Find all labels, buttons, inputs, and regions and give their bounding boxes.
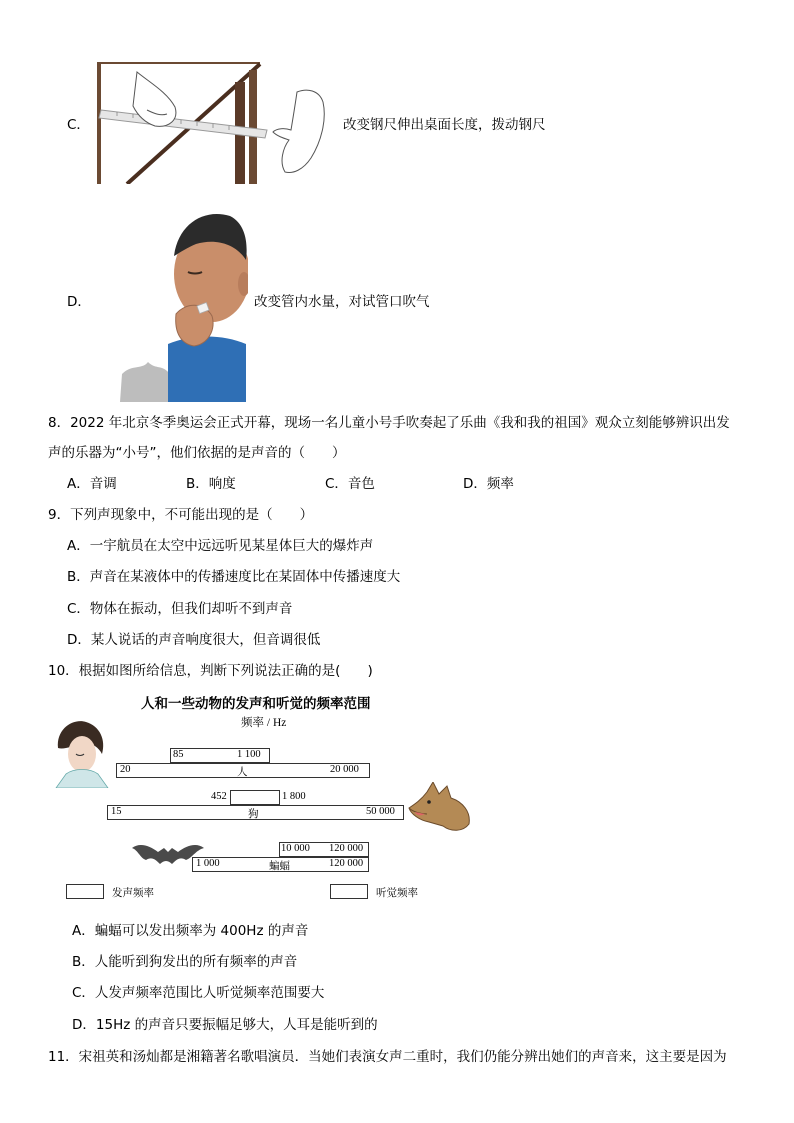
- bat-hear-high: 120 000: [329, 858, 364, 869]
- human-hear-low: 20: [120, 764, 131, 775]
- q8-stem-line1: 8．2022 年北京冬季奥运会正式开幕，现场一名儿童小号手吹奏起了乐曲《我和我的祖国》观众立刻能够辨识出发: [48, 415, 730, 431]
- dog-emit-bar: [230, 790, 280, 805]
- q10-stem: 10．根据如图所给信息，判断下列说法正确的是( ): [48, 663, 373, 679]
- q10-option-a: A．蝙蝠可以发出频率为 400Hz 的声音: [72, 923, 309, 939]
- q9-option-b: B．声音在某液体中的传播速度比在某固体中传播速度大: [67, 569, 401, 585]
- q8-stem-line2: 声的乐器为“小号”，他们依据的是声音的（ ）: [48, 445, 346, 461]
- figure-title: 人和一些动物的发声和听觉的频率范围: [141, 696, 371, 712]
- q8-option-d: D．频率: [463, 476, 514, 492]
- bat-hear-low: 1 000: [196, 858, 220, 869]
- figure-unit: 频率 / Hz: [241, 717, 287, 729]
- q10-option-b: B．人能听到狗发出的所有频率的声音: [72, 954, 298, 970]
- dog-icon: [407, 782, 473, 834]
- dog-emit-high: 1 800: [282, 791, 306, 802]
- bat-emit-high: 120 000: [329, 843, 364, 854]
- legend-emit-swatch: [66, 884, 104, 899]
- dog-hear-low: 15: [111, 806, 122, 817]
- q10-option-c: C．人发声频率范围比人听觉频率范围要大: [72, 985, 325, 1001]
- human-label: 人: [237, 767, 248, 778]
- q11-stem-line1: 11．宋祖英和汤灿都是湘籍著名歌唱演员．当她们表演女声二重时，我们仍能分辨出她们的声音来，这主要是因为: [48, 1049, 727, 1065]
- legend-emit-label: 发声频率: [112, 888, 154, 899]
- option-c-letter: C．: [67, 117, 90, 133]
- ruler-table-illustration: [97, 62, 329, 184]
- q9-option-a: A．一宇航员在太空中远远听见某星体巨大的爆炸声: [67, 538, 374, 554]
- option-d-text: 改变管内水量，对试管口吹气: [254, 294, 430, 310]
- bat-emit-low: 10 000: [281, 843, 310, 854]
- q8-option-a: A．音调: [67, 476, 117, 492]
- bat-label: 蝙蝠: [269, 861, 290, 872]
- boy-blowing-tube-photo: [112, 194, 248, 402]
- q9-stem: 9．下列声现象中，不可能出现的是（ ）: [48, 507, 314, 523]
- option-c-text: 改变钢尺伸出桌面长度，拨动钢尺: [343, 117, 546, 133]
- legend-hear-swatch: [330, 884, 368, 899]
- legend-hear-label: 听觉频率: [376, 888, 418, 899]
- q9-option-d: D．某人说话的声音响度很大，但音调很低: [67, 632, 321, 648]
- option-d-letter: D．: [67, 294, 91, 310]
- human-icon: [52, 718, 110, 788]
- human-emit-high: 1 100: [237, 749, 261, 760]
- q8-option-b: B．响度: [186, 476, 236, 492]
- human-emit-low: 85: [173, 749, 184, 760]
- q8-option-c: C．音色: [325, 476, 375, 492]
- human-hear-high: 20 000: [330, 764, 359, 775]
- q9-option-c: C．物体在振动，但我们却听不到声音: [67, 601, 293, 617]
- dog-label: 狗: [248, 809, 259, 820]
- dog-emit-low: 452: [211, 791, 227, 802]
- q10-option-d: D．15Hz 的声音只要振幅足够大，人耳是能听到的: [72, 1017, 378, 1033]
- dog-hear-high: 50 000: [366, 806, 395, 817]
